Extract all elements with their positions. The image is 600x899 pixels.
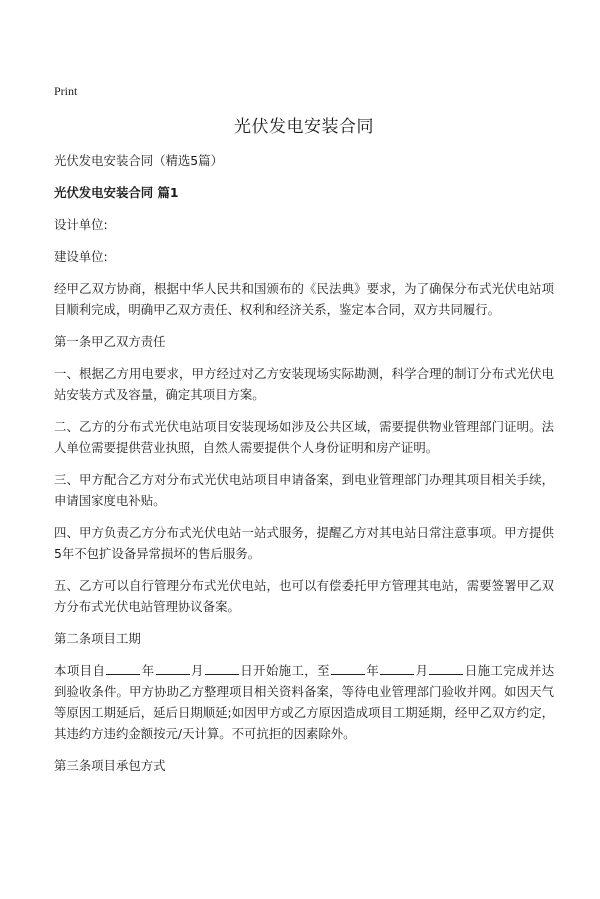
article2-paragraph <box>54 660 554 744</box>
document-subtitle: 光伏发电安装合同（精选5篇） <box>54 153 223 168</box>
article1-item-1: 一、根据乙方用电要求，甲方经过对乙方安装现场实际勘测，科学合理的制订分布式光伏电站安装方式及容量，确定其项目方案。 <box>54 366 554 402</box>
article2-prefix: 本项目自 <box>54 663 106 678</box>
end-day-blank <box>429 662 463 675</box>
article2-heading: 第二条项目工期 <box>54 631 141 646</box>
build-unit-line: 建设单位: <box>54 249 108 264</box>
end-year-blank <box>331 662 365 675</box>
article1-item-5: 五、乙方可以自行管理分布式光伏电站，也可以有偿委托甲方管理其电站，需要签署甲乙双方分布式光伏电站管理协议备案。 <box>54 578 554 614</box>
article2-day-end: 日施工 <box>464 663 504 678</box>
article1-heading: 第一条甲乙双方责任 <box>54 334 166 349</box>
article2-day-start: 日开始施工，至 <box>239 663 330 678</box>
section-heading: 光伏发电安装合同 篇1 <box>54 185 179 200</box>
document-title: 光伏发电安装合同 <box>234 117 374 137</box>
article1-item-3: 三、甲方配合乙方对分布式光伏电站项目申请备案，到电业管理部门办理其项目相关手续，申请国家度电补贴。 <box>54 472 554 508</box>
month-blank <box>156 662 190 675</box>
article2-rest: 完成并达到验收条件。甲方协助乙方整理项目相关资料备案，等待电业管理部门验收并网。如因天气等原因工期延后，延后日期顺延;如因甲方或乙方原因造成项目工期延期，经甲乙双方约定，其违约方违约金额按元/天计算。不可抗拒的因素除外。 <box>54 663 555 741</box>
article1-item-4: 四、甲方负责乙方分布式光伏电站一站式服务，提醒乙方对其电站日常注意事项。甲方提供5年不包扩设备异常损坏的售后服务。 <box>54 525 554 561</box>
article1-item-2: 二、乙方的分布式光伏电站项目安装现场如涉及公共区域，需要提供物业管理部门证明。法人单位需要提供营业执照，自然人需要提供个人身份证明和房产证明。 <box>54 419 554 455</box>
article2-year-end: 年 <box>365 663 380 678</box>
end-month-blank <box>380 662 414 675</box>
print-label: Print <box>54 84 78 98</box>
article3-heading: 第三条项目承包方式 <box>54 758 166 773</box>
year-blank <box>106 662 140 675</box>
day-blank <box>205 662 239 675</box>
article2-month: 月 <box>190 663 204 678</box>
design-unit-line: 设计单位: <box>54 217 108 232</box>
article2-month-end: 月 <box>415 663 429 678</box>
article2-year: 年 <box>141 663 155 678</box>
intro-paragraph: 经甲乙双方协商，根据中华人民共和国颁布的《民法典》要求，为了确保分布式光伏电站项目顺利完成，明确甲乙双方责任、权利和经济关系，鉴定本合同，双方共同履行。 <box>54 281 554 317</box>
